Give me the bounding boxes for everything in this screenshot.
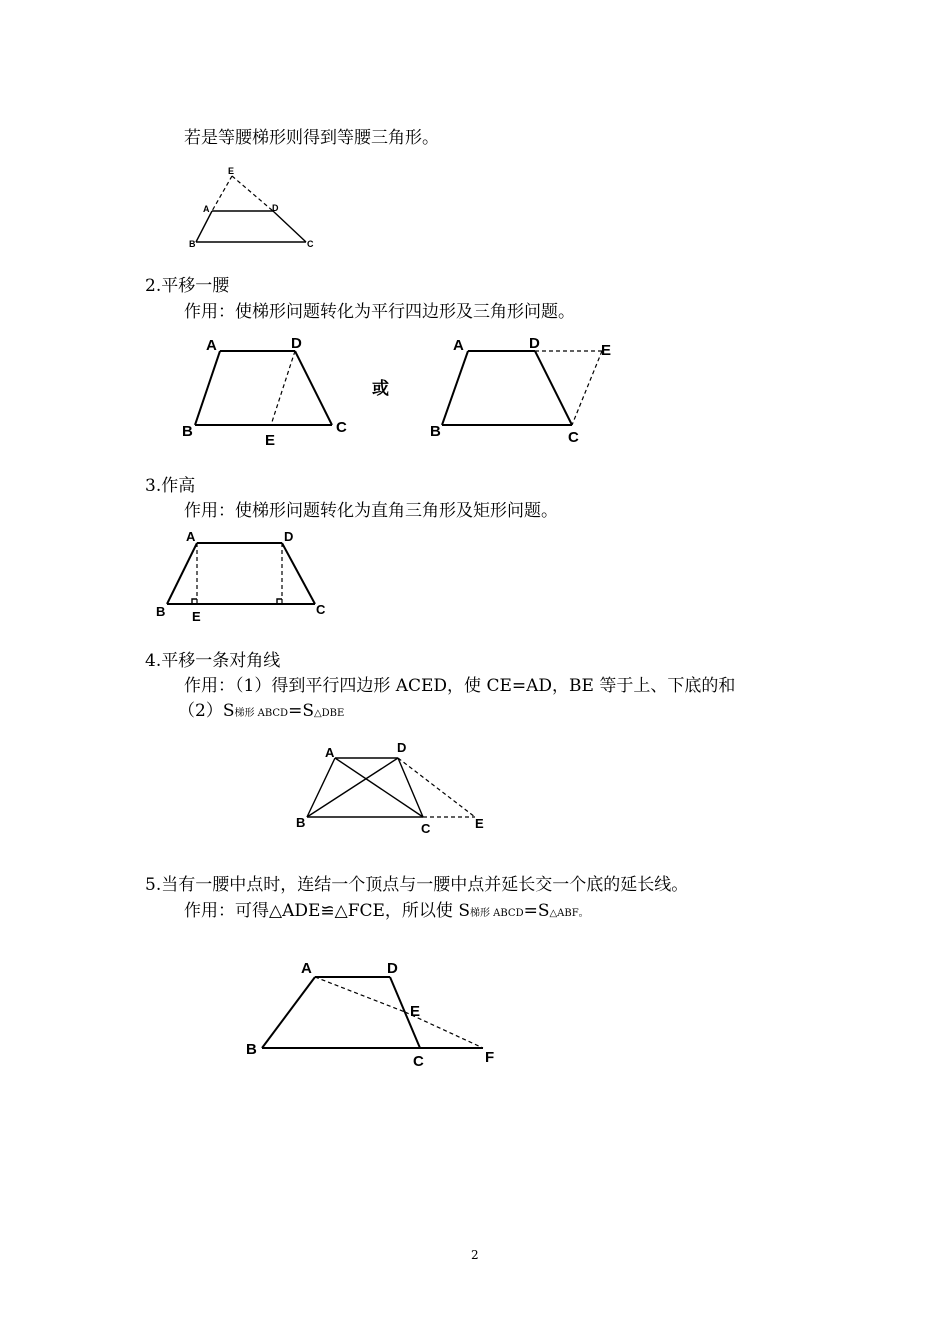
label-B: B: [182, 423, 193, 440]
label-C: C: [336, 419, 347, 436]
section-4-formula: （2）S梯形 ABCD=S△DBE: [178, 701, 345, 721]
label-B: B: [246, 1041, 257, 1058]
label-C: C: [316, 602, 326, 617]
section-4-title: 4.平移一条对角线: [145, 651, 281, 671]
label-D: D: [387, 960, 398, 977]
section-2-title: 2.平移一腰: [145, 276, 230, 296]
label-A: A: [186, 529, 196, 544]
label-A: A: [203, 204, 210, 214]
label-C: C: [307, 239, 314, 249]
page-number: 2: [471, 1248, 479, 1262]
label-E: E: [410, 1003, 421, 1020]
section-3-title: 3.作高: [145, 476, 196, 496]
label-E: E: [601, 342, 612, 359]
figure-diagonal-translation: [290, 735, 500, 840]
label-B: B: [296, 815, 306, 830]
label-C: C: [568, 429, 579, 446]
section-5-effect: 作用：可得△ADE≌△FCE，所以使 S梯形 ABCD=S△ABF。: [184, 901, 589, 921]
label-C: C: [421, 821, 431, 836]
label-A: A: [206, 337, 217, 354]
figure-translate-leg-left: [175, 330, 365, 450]
section-2-effect: 作用：使梯形问题转化为平行四边形及三角形问题。: [184, 302, 575, 322]
label-D: D: [529, 335, 540, 352]
label-E: E: [192, 609, 201, 624]
figure-translate-leg-right: [420, 330, 630, 450]
label-B: B: [430, 423, 441, 440]
figure-midpoint-extension: [235, 950, 515, 1075]
label-D: D: [272, 203, 279, 213]
label-D: D: [291, 335, 302, 352]
figure-heights: [150, 525, 340, 630]
label-B: B: [156, 604, 166, 619]
or-label: 或: [372, 379, 389, 399]
intro-text: 若是等腰梯形则得到等腰三角形。: [184, 128, 439, 148]
figure-isosceles-extension: [180, 160, 330, 255]
label-A: A: [301, 960, 312, 977]
section-4-effect: 作用：（1）得到平行四边形 ACED，使 CE=AD，BE 等于上、下底的和: [184, 676, 736, 696]
label-F: F: [485, 1049, 495, 1066]
label-D: D: [397, 740, 407, 755]
section-3-effect: 作用：使梯形问题转化为直角三角形及矩形问题。: [184, 501, 558, 521]
label-A: A: [453, 337, 464, 354]
label-E: E: [265, 432, 276, 449]
label-D: D: [284, 529, 294, 544]
label-E: E: [475, 816, 484, 831]
section-5-title: 5.当有一腰中点时，连结一个顶点与一腰中点并延长交一个底的延长线。: [145, 875, 689, 895]
label-A: A: [325, 745, 335, 760]
label-E: E: [228, 166, 235, 176]
label-C: C: [413, 1053, 424, 1070]
label-B: B: [189, 239, 196, 249]
